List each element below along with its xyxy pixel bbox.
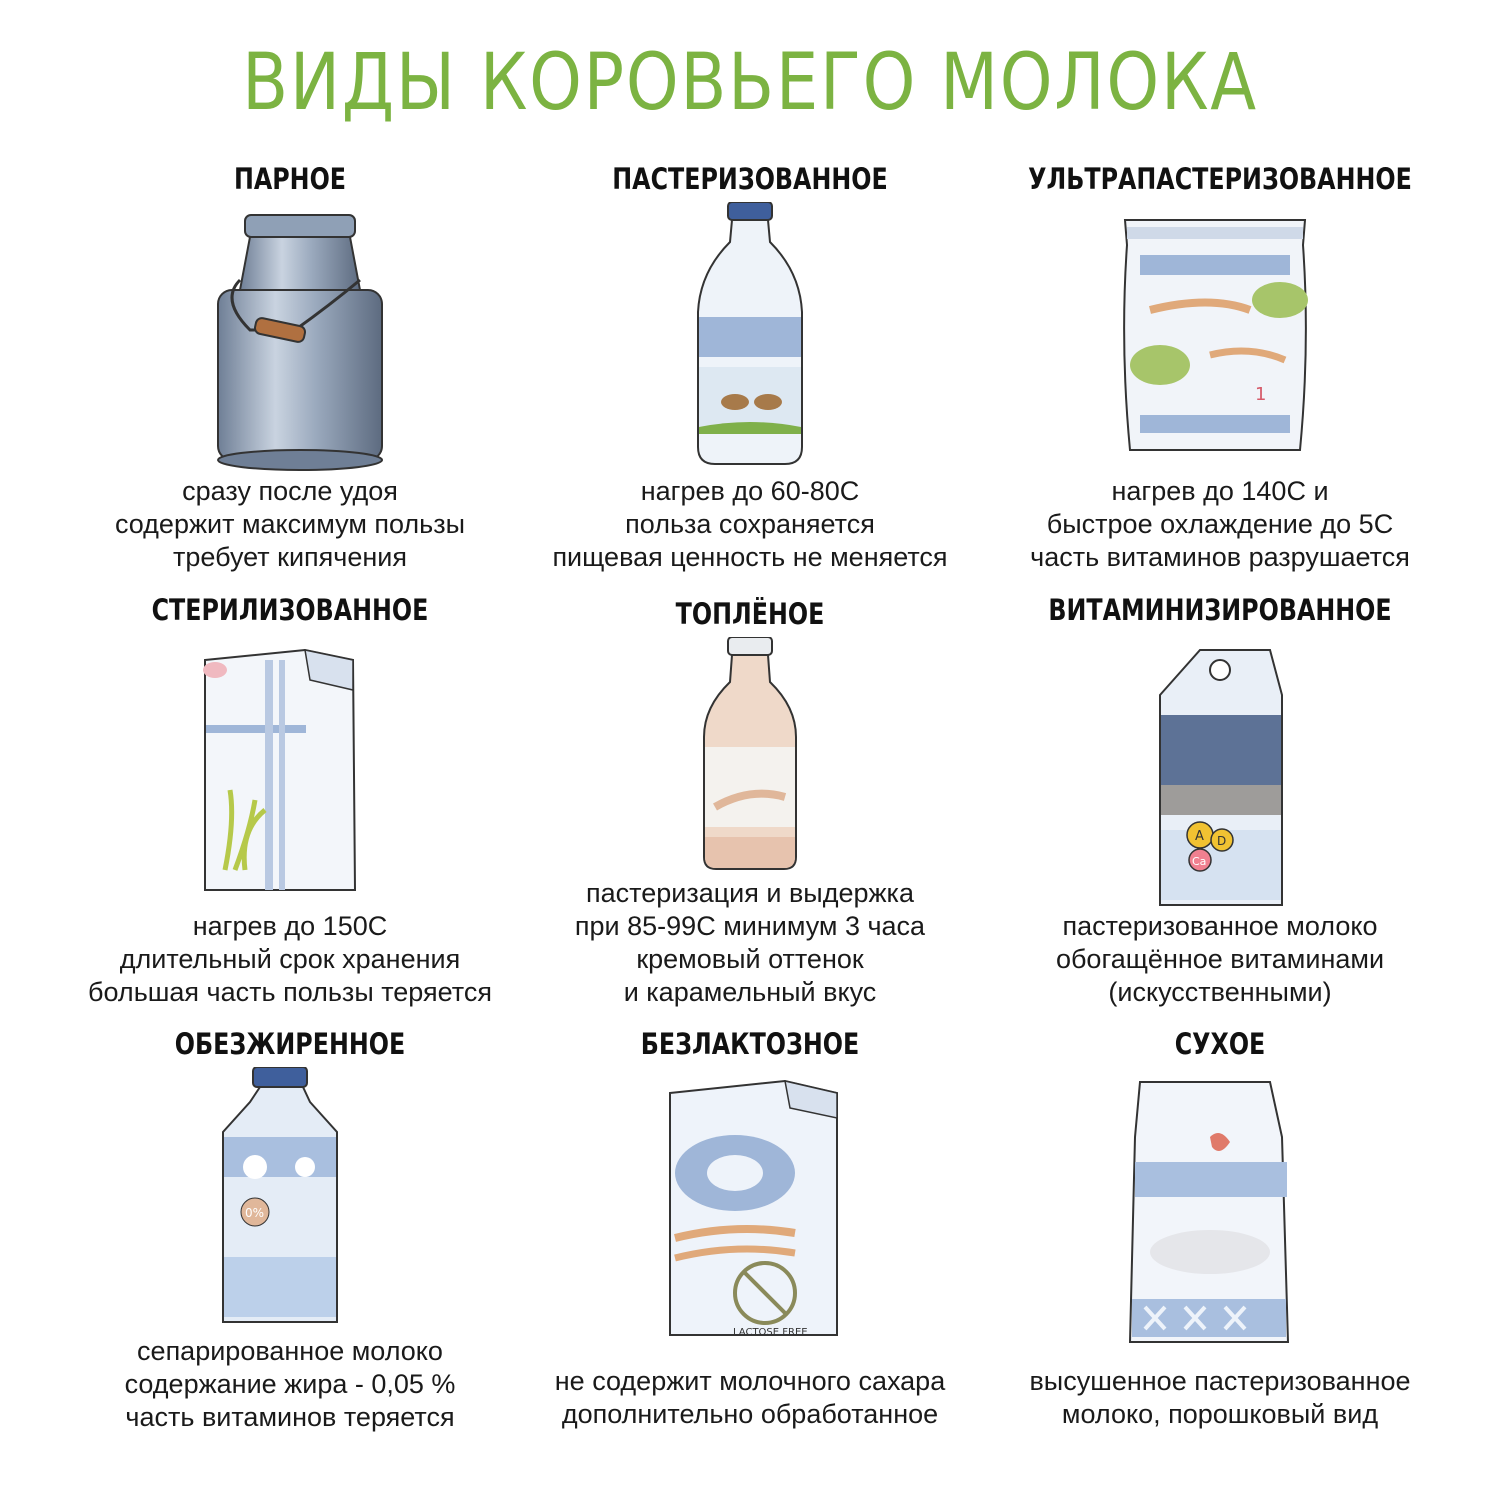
milk-pouch-icon — [1120, 215, 1310, 460]
heading-sterilized: СТЕРИЛИЗОВАННОЕ — [151, 593, 429, 627]
lactose-free-carton-icon — [665, 1073, 845, 1343]
heading-skimmed: ОБЕЗЖИРЕННОЕ — [174, 1027, 406, 1061]
heading-lactose-free: БЕЗЛАКТОЗНОЕ — [640, 1027, 860, 1061]
square-bottle-icon — [215, 1067, 345, 1332]
line: нагрев до 140С и — [1111, 476, 1329, 506]
line: нагрев до 60-80С — [640, 476, 860, 506]
line: часть витаминов разрушается — [1030, 542, 1410, 572]
milk-type-ultrapasteurized — [970, 150, 1470, 590]
lactose-free-label: LACTOSE FREE — [733, 1327, 808, 1338]
line: сразу после удоя — [182, 476, 398, 506]
pouch-number: 1 — [1255, 384, 1267, 405]
milk-type-sterilized — [40, 585, 540, 1025]
desc-vitaminized — [950, 910, 1490, 1009]
heading-ultrapasteurized: УЛЬТРАПАСТЕРИЗОВАННОЕ — [1028, 162, 1412, 196]
line: нагрев до 150С — [192, 911, 388, 941]
line: большая часть пользы теряется — [88, 977, 492, 1007]
line: кремовый оттенок — [636, 944, 864, 974]
fat-label: 0% — [245, 1206, 265, 1220]
line: сепарированное молоко — [137, 1336, 443, 1366]
heading-pasteurized: ПАСТЕРИЗОВАННОЕ — [612, 162, 888, 196]
line: содержание жира - 0,05 % — [124, 1369, 456, 1399]
milk-type-vitaminized — [970, 585, 1470, 1025]
milk-type-pasteurized — [500, 150, 1000, 590]
desc-skimmed — [20, 1335, 560, 1434]
page-title: ВИДЫ КОРОВЬЕГО МОЛОКА — [242, 38, 1258, 128]
milk-can-icon — [200, 210, 400, 480]
milk-type-skimmed — [40, 1015, 540, 1455]
line: требует кипячения — [173, 542, 407, 572]
desc-parnoe — [20, 475, 560, 574]
heading-dry: СУХОЕ — [1174, 1027, 1266, 1061]
calcium-label: Ca — [1192, 855, 1207, 868]
heading-parnoe: ПАРНОЕ — [233, 162, 347, 196]
line: молоко, порошковый вид — [1061, 1399, 1379, 1429]
line: при 85-99С минимум 3 часа — [574, 911, 926, 941]
desc-sterilized — [20, 910, 560, 1009]
milk-type-baked — [500, 585, 1000, 1025]
line: пастеризованное молоко — [1062, 911, 1378, 941]
powder-bag-icon — [1120, 1077, 1300, 1347]
milk-type-dry — [970, 1015, 1470, 1455]
line: пастеризация и выдержка — [586, 878, 914, 908]
vitamin-a-label: A — [1195, 829, 1204, 844]
line: польза сохраняется — [625, 509, 875, 539]
line: и карамельный вкус — [623, 977, 877, 1007]
heading-baked: ТОПЛЁНОЕ — [675, 597, 825, 631]
line: содержит максимум пользы — [114, 509, 466, 539]
desc-pasteurized — [480, 475, 1020, 574]
desc-baked — [480, 877, 1020, 1009]
line: обогащённое витаминами — [1055, 944, 1385, 974]
plastic-bottle-icon — [690, 202, 810, 472]
gable-carton-icon — [1150, 640, 1290, 910]
line: быстрое охлаждение до 5С — [1046, 509, 1394, 539]
line: часть витаминов теряется — [125, 1402, 455, 1432]
heading-vitaminized: ВИТАМИНИЗИРОВАННОЕ — [1048, 593, 1392, 627]
carton-box-icon — [195, 640, 365, 900]
line: пищевая ценность не меняется — [552, 542, 948, 572]
glass-bottle-icon — [700, 637, 800, 872]
milk-type-parnoe — [40, 150, 540, 590]
line: (искусственными) — [1108, 977, 1332, 1007]
line: дополнительно обработанное — [561, 1399, 939, 1429]
desc-lactose-free — [480, 1365, 1020, 1431]
line: длительный срок хранения — [119, 944, 461, 974]
vitamin-d-label: D — [1217, 834, 1227, 848]
milk-type-lactose-free — [500, 1015, 1000, 1455]
desc-dry — [950, 1365, 1490, 1431]
line: не содержит молочного сахара — [554, 1366, 946, 1396]
desc-ultrapasteurized — [950, 475, 1490, 574]
line: высушенное пастеризованное — [1029, 1366, 1411, 1396]
